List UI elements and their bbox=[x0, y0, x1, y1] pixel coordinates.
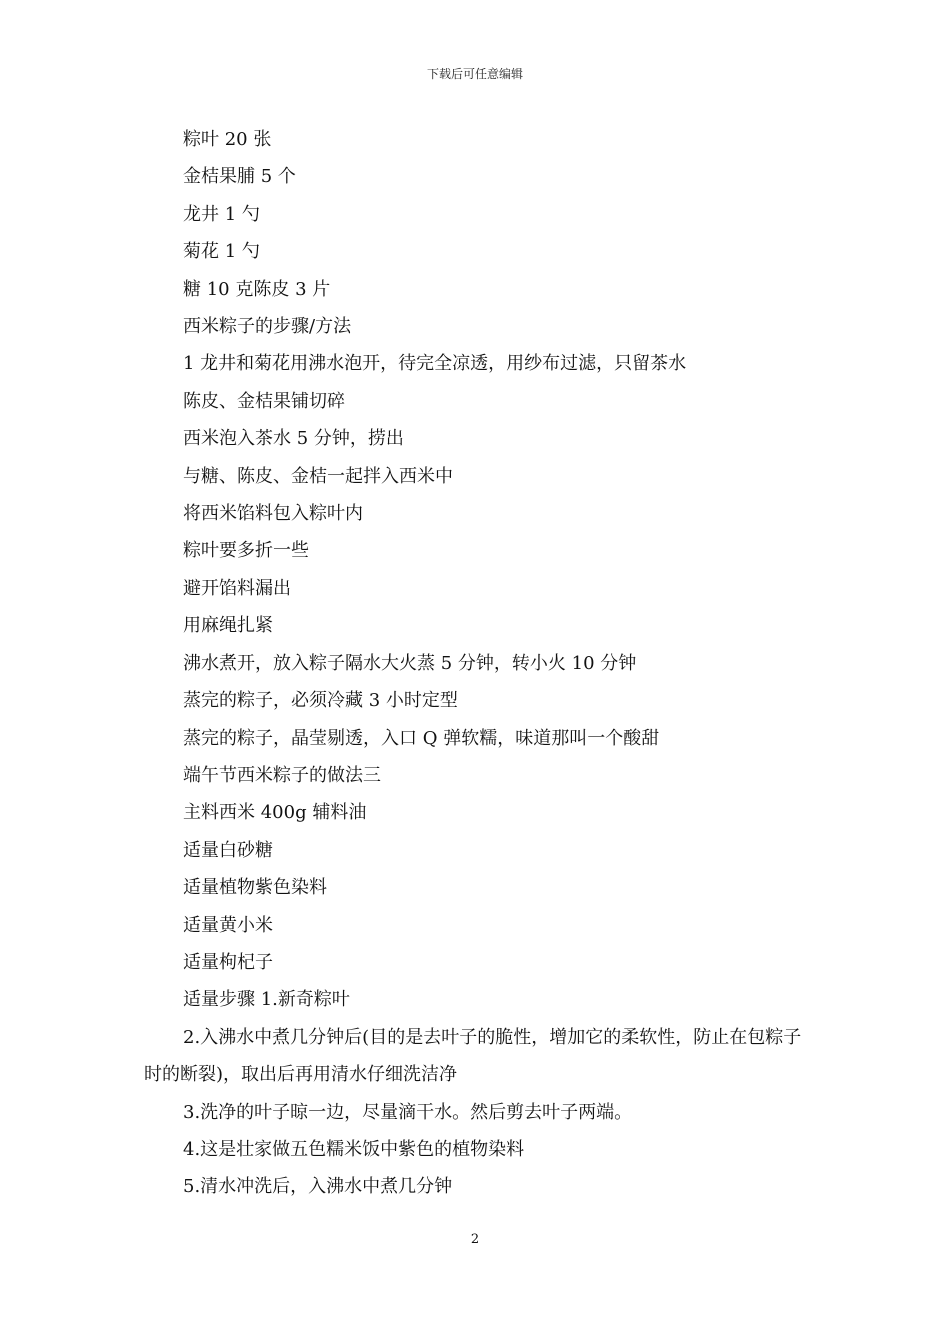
paragraph: 沸水煮开，放入粽子隔水大火蒸 5 分钟，转小火 10 分钟 bbox=[183, 652, 637, 674]
paragraph: 主料西米 400g 辅料油 bbox=[183, 802, 367, 824]
paragraph: 5.清水冲洗后，入沸水中煮几分钟 bbox=[183, 1176, 453, 1198]
paragraph: 端午节西米粽子的做法三 bbox=[183, 764, 381, 786]
paragraph: 菊花 1 勺 bbox=[183, 241, 260, 263]
paragraph: 4.这是壮家做五色糯米饭中紫色的植物染料 bbox=[183, 1138, 525, 1160]
paragraph: 西米粽子的步骤/方法 bbox=[183, 316, 352, 338]
document-body bbox=[144, 121, 816, 1206]
page-header: 下载后可任意编辑 bbox=[426, 67, 523, 81]
paragraph: 适量黄小米 bbox=[183, 914, 273, 936]
paragraph: 避开馅料漏出 bbox=[183, 577, 291, 599]
paragraph: 粽叶要多折一些 bbox=[183, 540, 309, 562]
paragraph: 用麻绳扎紧 bbox=[183, 615, 273, 637]
paragraph: 适量植物紫色染料 bbox=[183, 877, 327, 899]
paragraph: 2.入沸水中煮几分钟后(目的是去叶子的脆性，增加它的柔软性，防止在包粽子时的断裂)，取出后再用清水仔细洗洁净 bbox=[144, 1026, 802, 1086]
paragraph: 龙井 1 勺 bbox=[183, 203, 260, 225]
paragraph: 适量枸杞子 bbox=[183, 951, 273, 973]
paragraph: 蒸完的粽子，晶莹剔透，入口 Q 弹软糯，味道那叫一个酸甜 bbox=[183, 727, 660, 749]
paragraph: 金桔果脯 5 个 bbox=[183, 166, 296, 188]
paragraph: 将西米馅料包入粽叶内 bbox=[183, 503, 363, 525]
paragraph: 陈皮、金桔果铺切碎 bbox=[183, 390, 345, 412]
page-number: 2 bbox=[470, 1232, 480, 1247]
paragraph: 粽叶 20 张 bbox=[183, 129, 272, 150]
paragraph: 与糖、陈皮、金桔一起拌入西米中 bbox=[183, 465, 453, 487]
paragraph: 蒸完的粽子，必须冷藏 3 小时定型 bbox=[183, 690, 458, 712]
paragraph: 糖 10 克陈皮 3 片 bbox=[183, 278, 331, 300]
paragraph: 适量步骤 1.新奇粽叶 bbox=[183, 989, 350, 1011]
paragraph: 西米泡入茶水 5 分钟，捞出 bbox=[183, 428, 404, 450]
paragraph: 1 龙井和菊花用沸水泡开，待完全凉透，用纱布过滤，只留茶水 bbox=[183, 353, 687, 375]
paragraph: 3.洗净的叶子晾一边，尽量滴干水。然后剪去叶子两端。 bbox=[183, 1101, 633, 1123]
paragraph: 适量白砂糖 bbox=[183, 839, 273, 861]
